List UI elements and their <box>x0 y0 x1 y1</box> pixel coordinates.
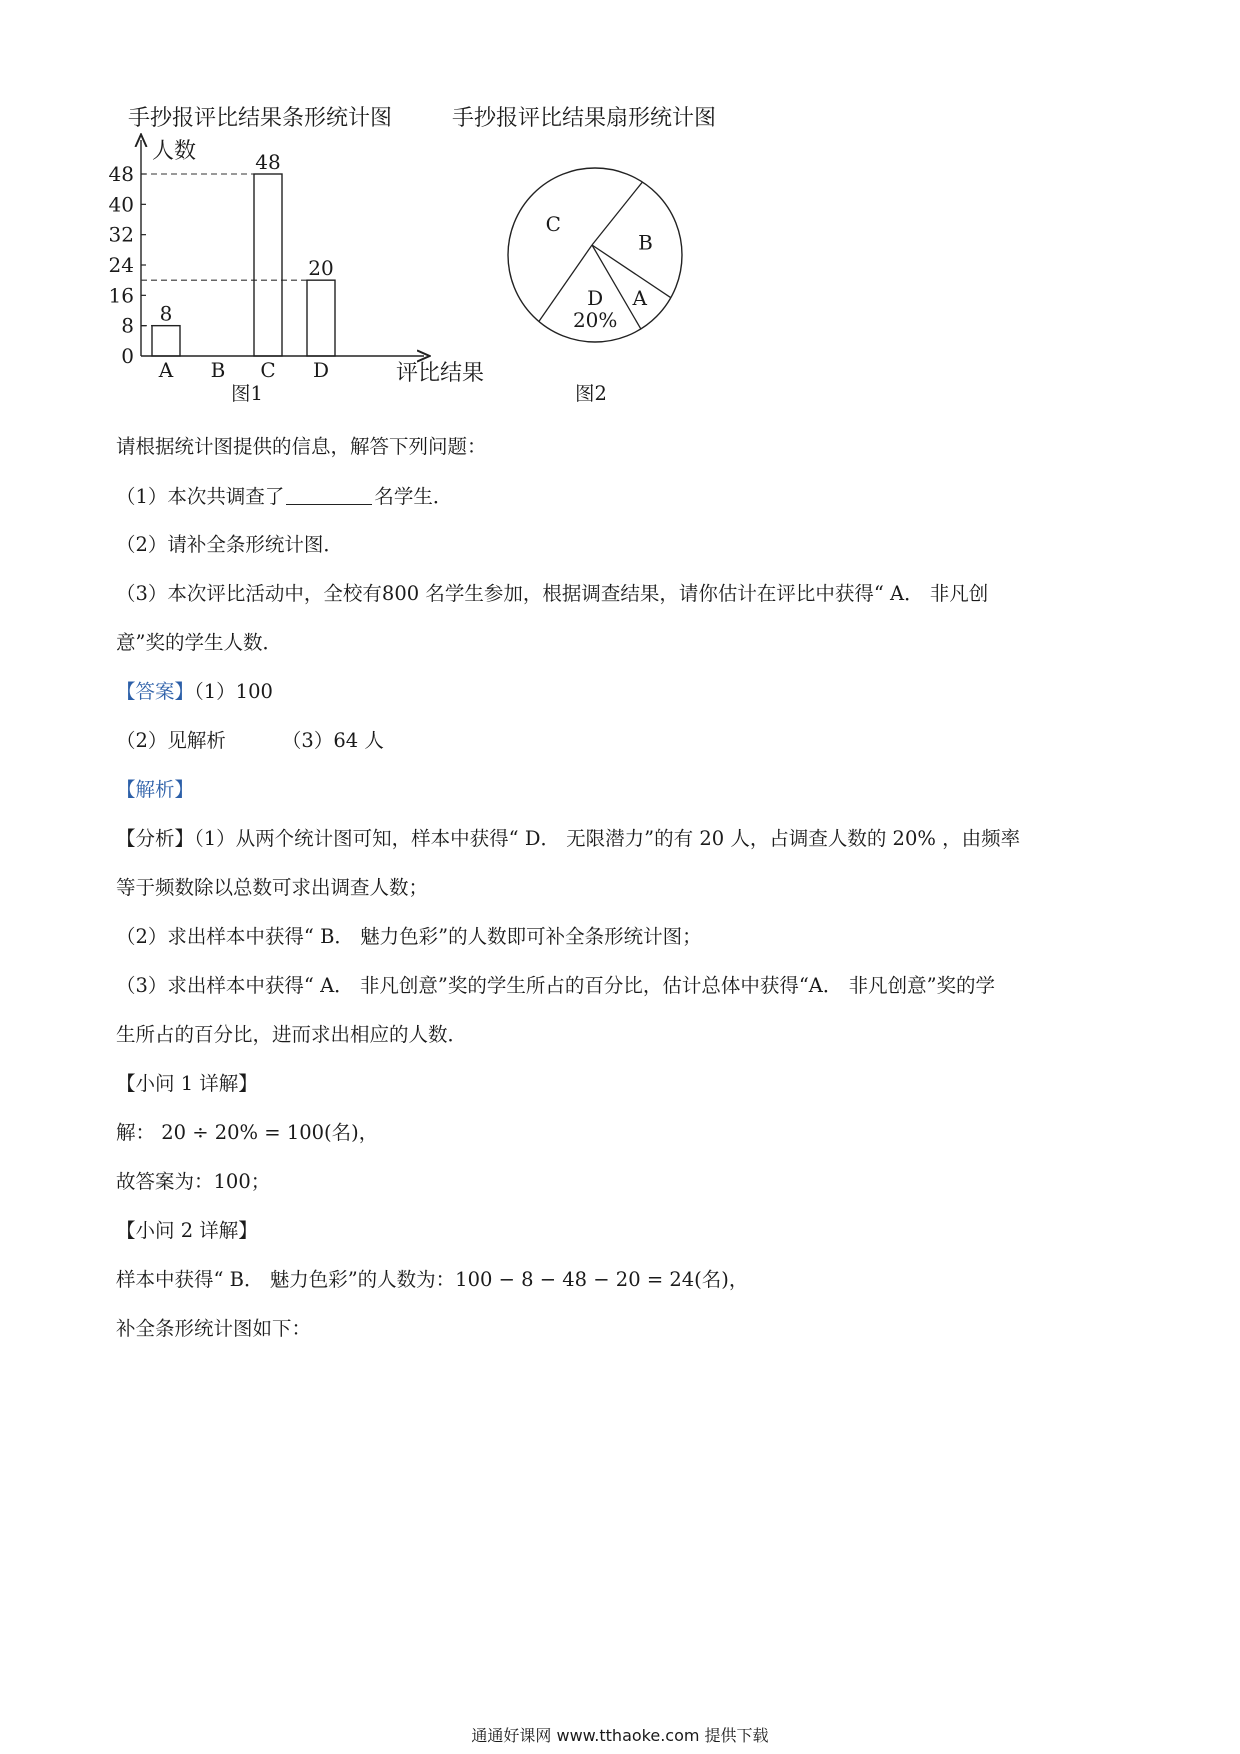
sub-question-2-heading: 【小问 2 详解】 <box>116 1219 258 1242</box>
answer-tag: 【答案】 <box>116 680 195 703</box>
pie-label-B: B <box>638 230 653 255</box>
analysis-3-line2: 生所占的百分比，进而求出相应的人数． <box>116 1023 468 1046</box>
y-tick-label: 8 <box>121 313 134 338</box>
pie-label-C: C <box>545 211 561 236</box>
intro-text: 请根据统计图提供的信息，解答下列问题： <box>116 435 487 458</box>
x-tick-label: D <box>312 358 330 382</box>
question-1 <box>116 486 452 507</box>
analysis-1-line2: 等于频数除以总数可求出调查人数； <box>116 876 429 899</box>
answer-line-1 <box>116 682 273 702</box>
question-1-suffix: 名学生． <box>374 485 453 508</box>
answer-3: （3）64 人 <box>281 729 384 752</box>
analysis-tag: 【解析】 <box>116 778 195 801</box>
pie-label-D: D <box>587 285 604 310</box>
pie-label-D-percent: 20% <box>572 307 618 332</box>
question-3-line2: 意”奖的学生人数． <box>116 631 282 654</box>
question-1-text: （1）本次共调查了 <box>116 485 285 508</box>
pie-chart <box>505 165 685 345</box>
x-tick-label: A <box>158 358 174 382</box>
pie-slice-B-edge <box>592 182 642 245</box>
pie-slice-A-edge <box>592 245 671 298</box>
y-tick-label: 0 <box>121 344 134 368</box>
x-axis-label: 评比结果 <box>396 361 485 382</box>
y-tick-label: 40 <box>108 192 134 217</box>
fig1-caption: 图1 <box>231 382 263 405</box>
bar-A <box>152 326 180 356</box>
bar-value-label: 8 <box>159 301 173 326</box>
y-axis-label: 人数 <box>152 139 197 164</box>
answer-2: （2）见解析 <box>116 729 226 752</box>
solution-equation: 解： 20 ÷ 20% = 100(名)， <box>116 1121 379 1144</box>
analysis-1-line1 <box>116 829 1020 849</box>
fenxi-tag: 【分析】 <box>116 827 195 850</box>
question-3-line1: （3）本次评比活动中，全校有800 名学生参加，根据调查结果，请你估计在评比中获得“ A． 非凡创 <box>116 582 989 605</box>
bar-value-label: 20 <box>308 256 334 281</box>
y-tick-label: 32 <box>108 222 134 247</box>
y-tick-label: 16 <box>108 283 134 308</box>
bar-C <box>254 174 282 356</box>
x-tick-label: B <box>210 358 226 382</box>
y-tick-label: 48 <box>108 162 134 186</box>
answer-blank <box>286 486 372 505</box>
x-tick-label: C <box>260 358 276 382</box>
pie-chart-title: 手抄报评比结果扇形统计图 <box>452 106 717 131</box>
bar-D <box>307 280 335 356</box>
analysis-2: （2）求出样本中获得“ B． 魅力色彩”的人数即可补全条形统计图； <box>116 925 702 948</box>
answer-summary: 故答案为：100； <box>116 1170 271 1193</box>
fig2-caption: 图2 <box>575 382 607 405</box>
y-tick-label: 24 <box>108 253 134 277</box>
b-count-equation: 样本中获得“ B． 魅力色彩”的人数为：100 − 8 − 48 − 20 = 24(名)， <box>116 1268 749 1291</box>
bar-chart-title: 手抄报评比结果条形统计图 <box>128 106 393 131</box>
answer-1: （1）100 <box>194 680 273 703</box>
footer-watermark: 通通好课网 www.tthaoke.com 提供下载 <box>471 1726 769 1745</box>
bar-value-label: 48 <box>255 150 281 174</box>
analysis-1-text: （1）从两个统计图可知，样本中获得“ D． 无限潜力”的有 20 人，占调查人数的 20% ，由频率 <box>194 827 1021 850</box>
sub-question-1-heading: 【小问 1 详解】 <box>116 1072 258 1095</box>
complete-chart-text: 补全条形统计图如下： <box>116 1317 312 1340</box>
pie-label-A: A <box>632 285 647 310</box>
bar-chart <box>108 132 508 382</box>
analysis-3-line1: （3）求出样本中获得“ A． 非凡创意”奖的学生所占的百分比，估计总体中获得“A． 非凡创意”奖的学 <box>116 974 996 997</box>
question-2: （2）请补全条形统计图． <box>116 533 343 556</box>
answer-line-2 <box>116 731 384 751</box>
